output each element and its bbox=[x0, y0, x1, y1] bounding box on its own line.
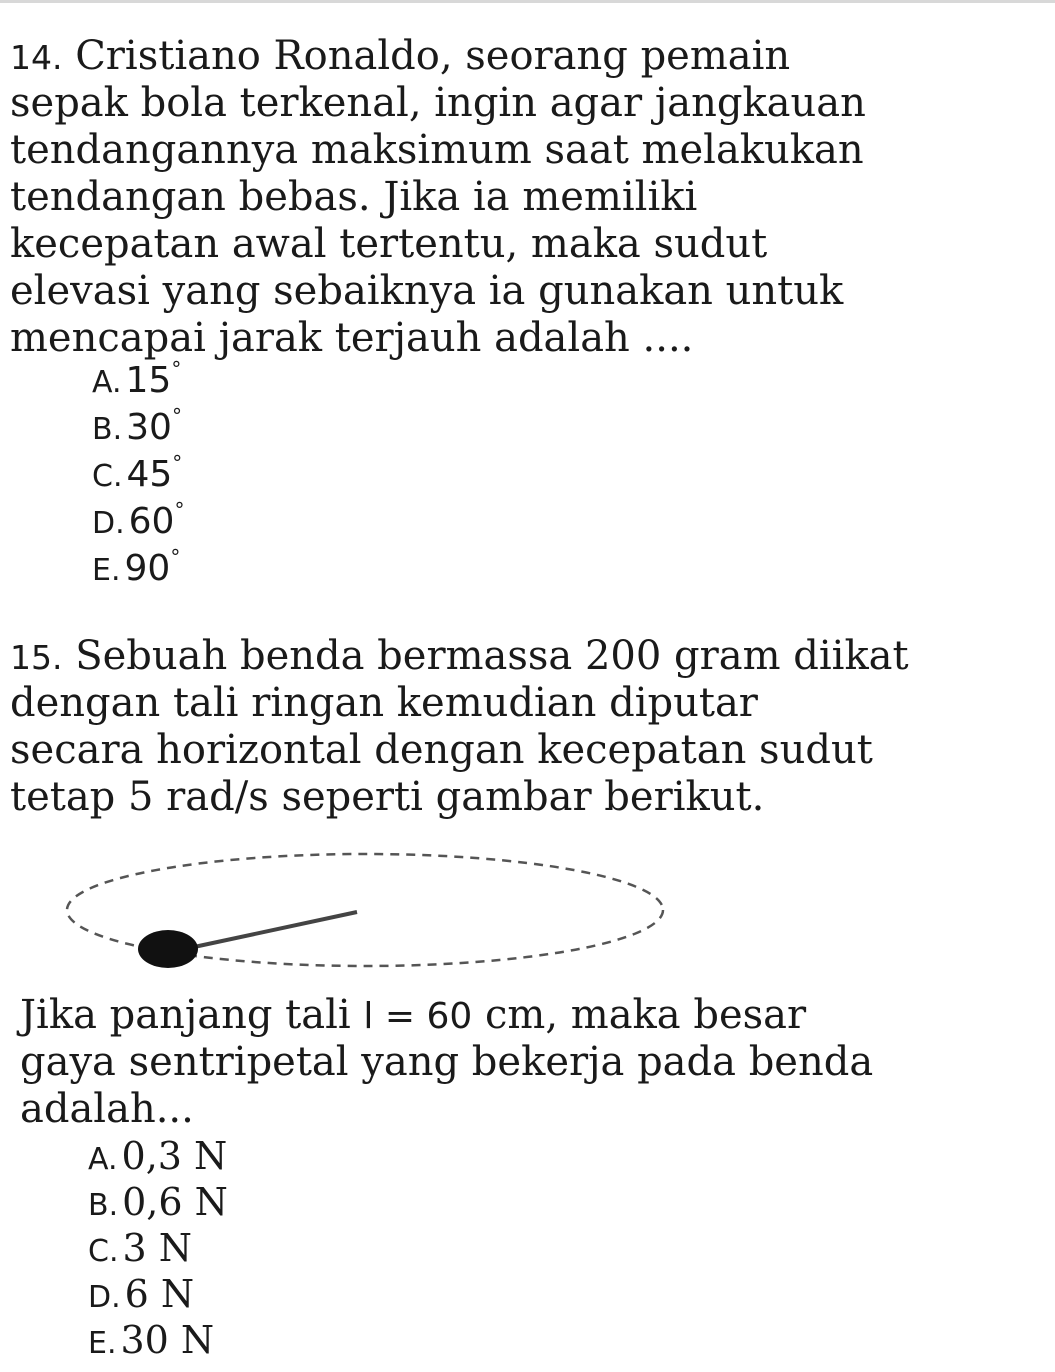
option-value: 30 N bbox=[120, 1318, 215, 1362]
option-value: 3 N bbox=[122, 1226, 192, 1270]
option-value: 0,6 N bbox=[122, 1180, 228, 1224]
option-letter: A. bbox=[92, 365, 122, 400]
option-letter: C. bbox=[88, 1234, 119, 1269]
followup-line-2: gaya sentripetal yang bekerja pada benda bbox=[20, 1039, 874, 1085]
option-letter: E. bbox=[88, 1326, 117, 1361]
string bbox=[180, 912, 357, 950]
length-formula: l = 60 bbox=[363, 996, 473, 1037]
option-15-a[interactable] bbox=[88, 1134, 227, 1178]
option-15-c[interactable] bbox=[88, 1226, 192, 1270]
question-14-number: 14. bbox=[10, 38, 63, 77]
question-14-line-5: kecepatan awal tertentu, maka sudut bbox=[10, 221, 768, 267]
followup-line-3: adalah... bbox=[20, 1086, 194, 1132]
question-14-line-2: sepak bola terkenal, ingin agar jangkauan bbox=[10, 80, 866, 126]
question-15-line-2: dengan tali ringan kemudian diputar bbox=[10, 680, 758, 726]
question-14-line-3: tendangannya maksimum saat melakukan bbox=[10, 127, 864, 173]
degree-symbol: ° bbox=[171, 404, 182, 428]
question-14-line-7: mencapai jarak terjauh adalah .... bbox=[10, 315, 694, 361]
option-value: 30 bbox=[126, 407, 172, 448]
degree-symbol: ° bbox=[170, 545, 181, 569]
option-letter: A. bbox=[88, 1142, 118, 1177]
option-14-e[interactable] bbox=[92, 545, 181, 589]
option-value: 15 bbox=[125, 360, 172, 401]
option-value: 0,3 N bbox=[121, 1134, 228, 1178]
question-15-text: Sebuah benda bermassa 200 gram diikat bbox=[75, 633, 909, 679]
option-15-e[interactable] bbox=[88, 1318, 214, 1362]
degree-symbol: ° bbox=[174, 498, 185, 522]
degree-symbol: ° bbox=[171, 357, 182, 381]
question-15-line-4: tetap 5 rad/s seperti gambar berikut. bbox=[10, 774, 765, 820]
question-15-followup bbox=[20, 992, 1055, 1133]
question-15 bbox=[10, 633, 1050, 821]
option-letter: D. bbox=[92, 506, 125, 541]
option-15-d[interactable] bbox=[88, 1272, 194, 1316]
followup-line-1 bbox=[20, 992, 1055, 1039]
option-letter: D. bbox=[88, 1280, 121, 1315]
option-letter: C. bbox=[92, 459, 123, 494]
option-value: 6 N bbox=[124, 1272, 195, 1316]
option-letter: E. bbox=[92, 553, 121, 588]
circular-motion-diagram bbox=[60, 840, 680, 980]
option-14-a[interactable] bbox=[92, 357, 182, 401]
mass-object bbox=[138, 930, 198, 968]
question-14-line-4: tendangan bebas. Jika ia memiliki bbox=[10, 174, 698, 220]
top-divider bbox=[0, 0, 1055, 3]
followup-suffix: cm, maka besar bbox=[472, 992, 807, 1038]
question-15-line-3: secara horizontal dengan kecepatan sudut bbox=[10, 727, 873, 773]
option-letter: B. bbox=[92, 412, 123, 447]
question-14-text: Cristiano Ronaldo, seorang pemain bbox=[75, 33, 791, 79]
option-letter: B. bbox=[88, 1188, 119, 1223]
option-value: 60 bbox=[128, 501, 175, 542]
option-14-b[interactable] bbox=[92, 404, 182, 448]
followup-prefix: Jika panjang tali bbox=[20, 992, 364, 1038]
option-14-c[interactable] bbox=[92, 451, 183, 495]
option-value: 90 bbox=[124, 548, 171, 589]
question-14 bbox=[10, 33, 1050, 362]
option-14-d[interactable] bbox=[92, 498, 185, 542]
question-15-number: 15. bbox=[10, 638, 63, 677]
degree-symbol: ° bbox=[172, 451, 183, 475]
question-14-line-6: elevasi yang sebaiknya ia gunakan untuk bbox=[10, 268, 844, 314]
question-15-line-1 bbox=[10, 633, 1050, 680]
option-15-b[interactable] bbox=[88, 1180, 228, 1224]
option-value: 45 bbox=[126, 454, 173, 495]
question-14-line-1 bbox=[10, 33, 1050, 80]
